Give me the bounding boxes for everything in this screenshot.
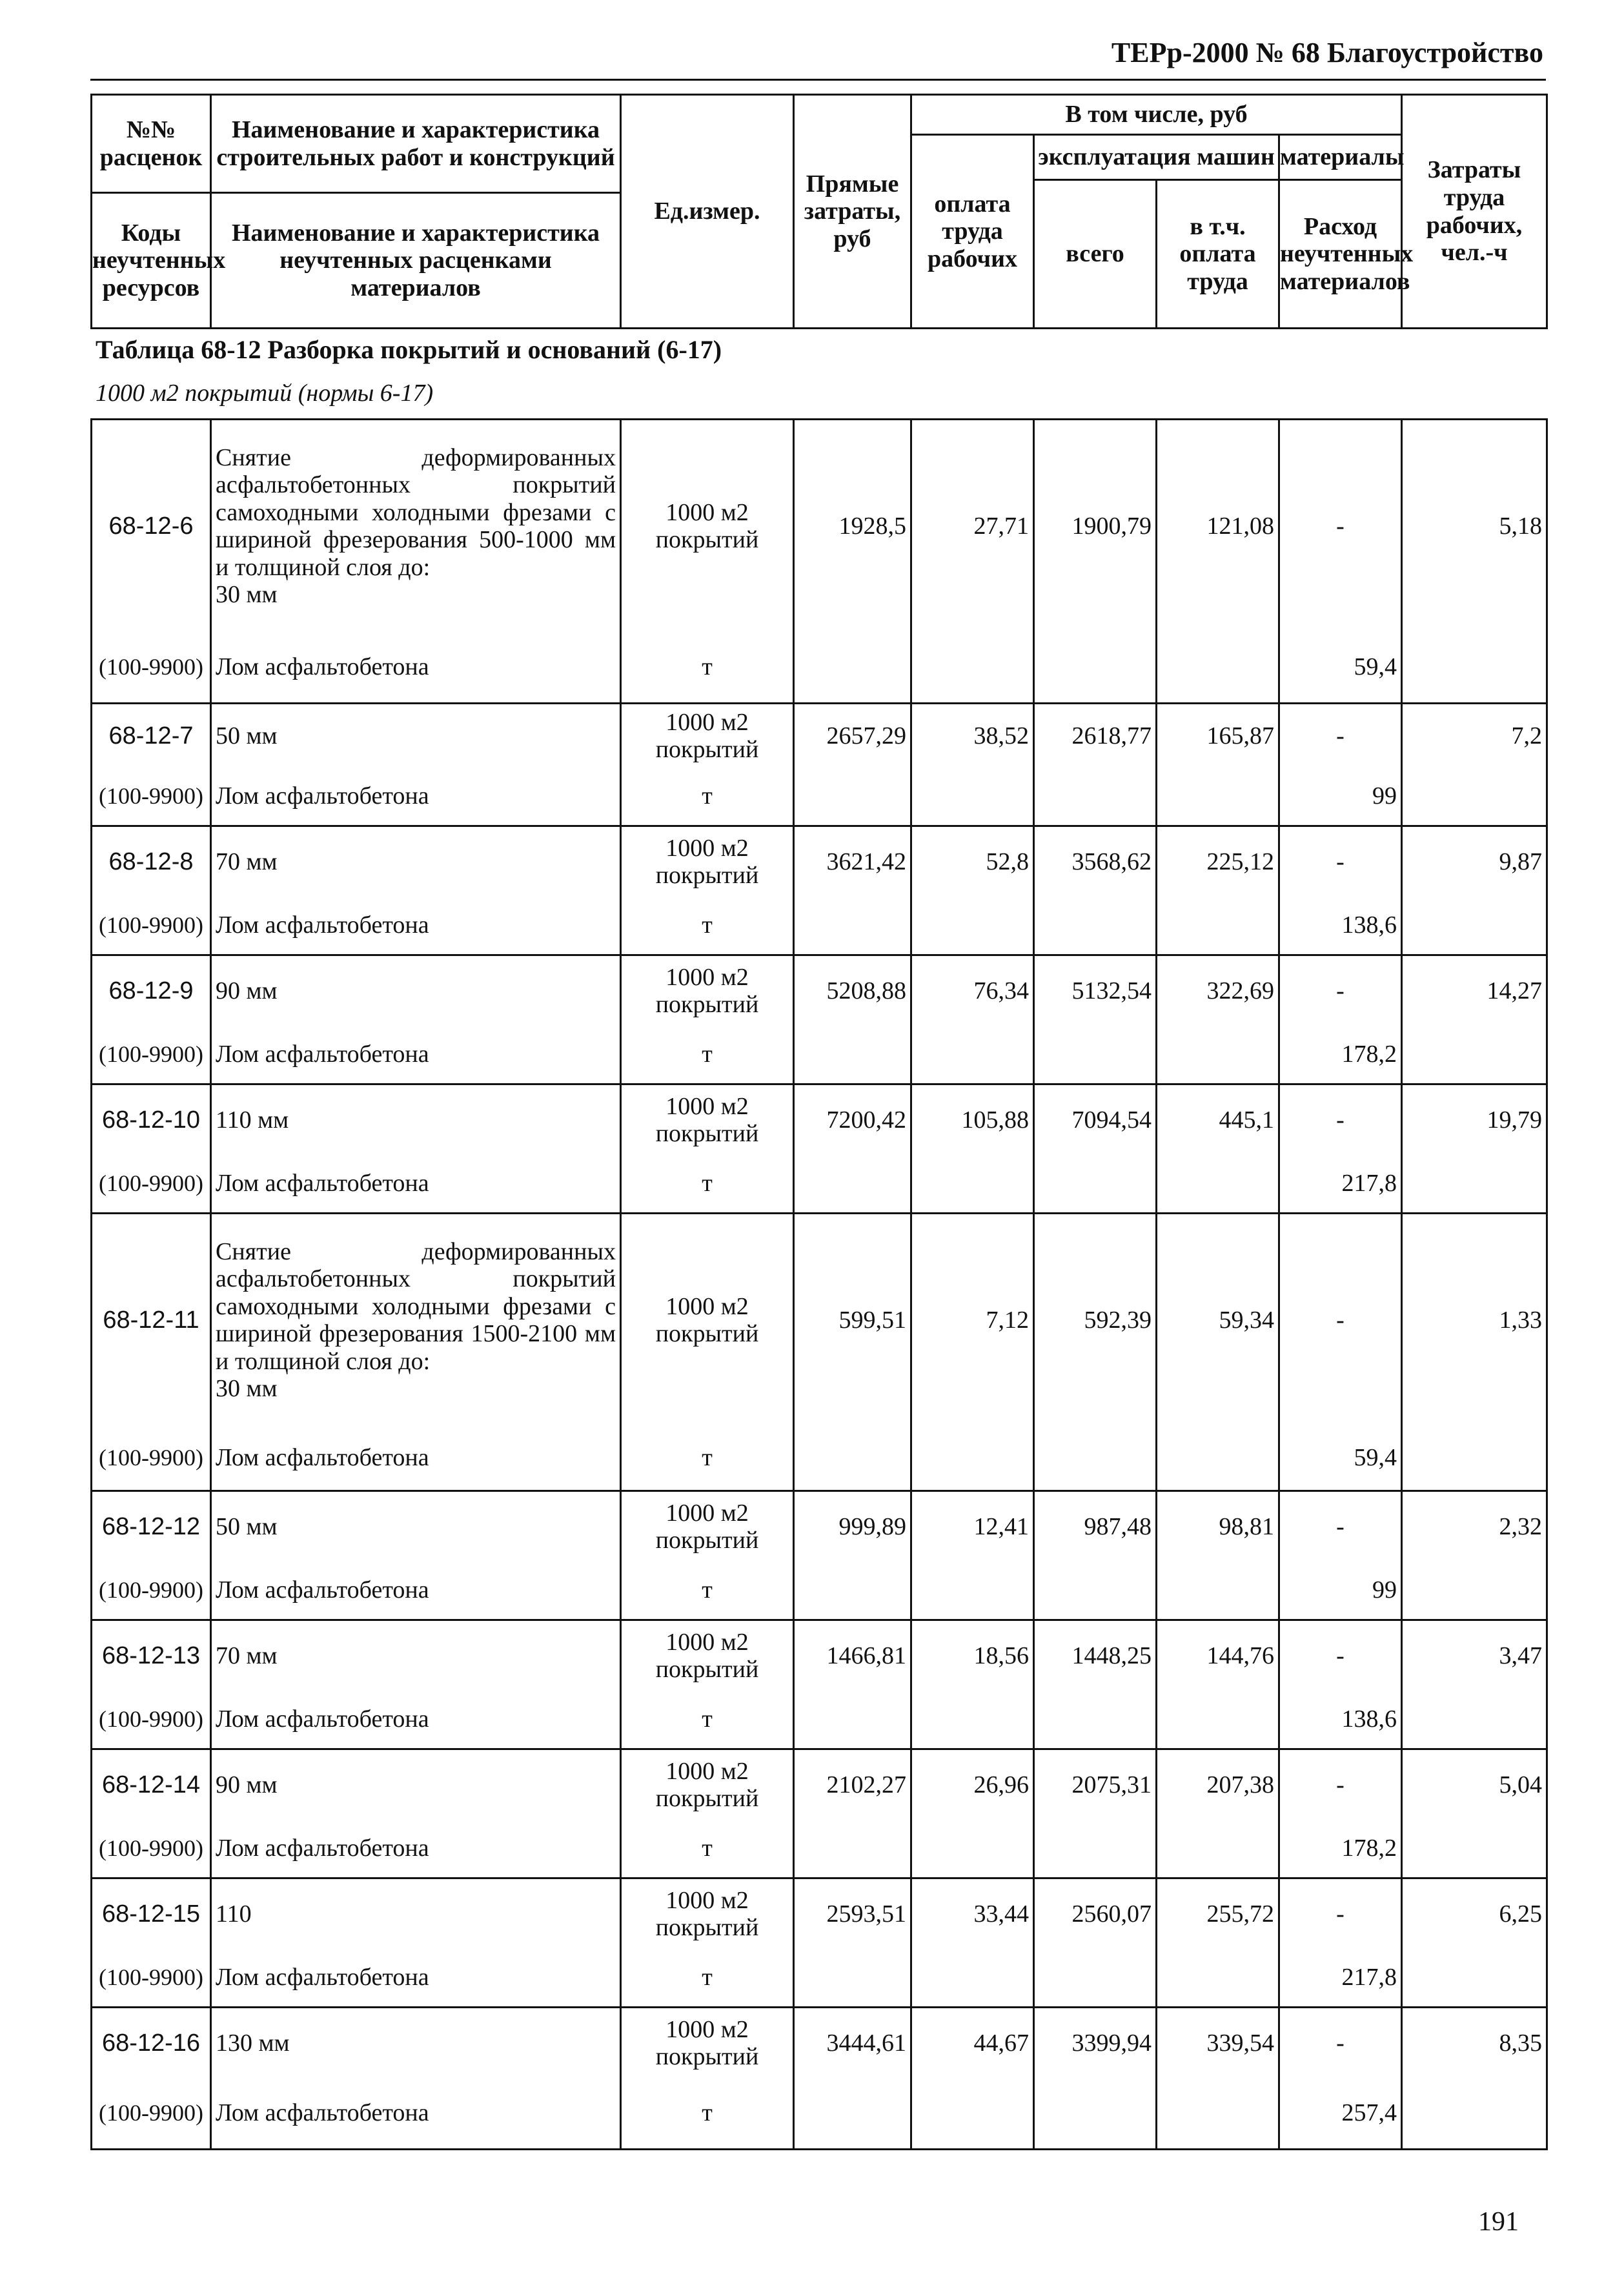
empty-cell xyxy=(1157,897,1279,955)
work-name-tail: 30 мм xyxy=(216,1375,278,1403)
labor-costs: 3,47 xyxy=(1402,1620,1547,1691)
empty-cell xyxy=(794,1949,911,2008)
rate-code: 68-12-15 xyxy=(92,1878,211,1949)
machines-total: 1448,25 xyxy=(1034,1620,1157,1691)
header-materials-unaccounted: Расход неучтенных материалов xyxy=(1279,180,1402,329)
empty-cell xyxy=(1157,1820,1279,1878)
running-head-text: ТЕРр-2000 № 68 Благоустройство xyxy=(1111,37,1543,68)
machines-wages: 225,12 xyxy=(1157,826,1279,897)
labor-costs: 5,18 xyxy=(1402,420,1547,633)
resource-quantity: 138,6 xyxy=(1279,897,1402,955)
direct-costs: 2593,51 xyxy=(794,1878,911,1949)
resource-unit: т xyxy=(621,1562,794,1620)
resource-quantity: 217,8 xyxy=(1279,1949,1402,2008)
rate-code: 68-12-12 xyxy=(92,1491,211,1562)
resource-code: (100-9900) xyxy=(92,1820,211,1878)
wages: 105,88 xyxy=(911,1084,1034,1155)
rate-code: 68-12-6 xyxy=(92,420,211,633)
machines-wages: 339,54 xyxy=(1157,2008,1279,2079)
table-row xyxy=(92,1491,1547,1562)
resource-code: (100-9900) xyxy=(92,1155,211,1214)
rate-code: 68-12-9 xyxy=(92,955,211,1026)
table-caption: Таблица 68-12 Разборка покрытий и оснований (6-17) xyxy=(96,335,722,364)
labor-costs: 2,32 xyxy=(1402,1491,1547,1562)
empty-cell xyxy=(1157,1691,1279,1749)
materials-value: - xyxy=(1279,420,1402,633)
empty-cell xyxy=(794,1427,911,1491)
work-name xyxy=(211,826,621,897)
work-name-text: 50 мм xyxy=(216,1512,278,1540)
resource-code: (100-9900) xyxy=(92,1691,211,1749)
header-machines-total: всего xyxy=(1034,180,1157,329)
machines-total: 987,48 xyxy=(1034,1491,1157,1562)
resource-code: (100-9900) xyxy=(92,633,211,704)
empty-cell xyxy=(1157,1155,1279,1214)
resource-code: (100-9900) xyxy=(92,1949,211,2008)
empty-cell xyxy=(1034,2079,1157,2150)
materials-value: - xyxy=(1279,1878,1402,1949)
resource-name: Лом асфальтобетона xyxy=(211,1949,621,2008)
machines-wages: 144,76 xyxy=(1157,1620,1279,1691)
work-name xyxy=(211,704,621,768)
machines-wages: 121,08 xyxy=(1157,420,1279,633)
empty-cell xyxy=(794,1691,911,1749)
table-row xyxy=(92,2008,1547,2079)
machines-total: 7094,54 xyxy=(1034,1084,1157,1155)
resource-name: Лом асфальтобетона xyxy=(211,1820,621,1878)
unit: 1000 м2 покрытий xyxy=(621,1491,794,1562)
empty-cell xyxy=(1402,897,1547,955)
labor-costs: 7,2 xyxy=(1402,704,1547,768)
table-row xyxy=(92,1214,1547,1427)
unit: 1000 м2 покрытий xyxy=(621,1214,794,1427)
machines-total: 1900,79 xyxy=(1034,420,1157,633)
empty-cell xyxy=(794,1562,911,1620)
rate-code: 68-12-13 xyxy=(92,1620,211,1691)
labor-costs: 6,25 xyxy=(1402,1878,1547,1949)
work-name xyxy=(211,1878,621,1949)
empty-cell xyxy=(794,1026,911,1084)
machines-total: 3568,62 xyxy=(1034,826,1157,897)
machines-total: 2075,31 xyxy=(1034,1749,1157,1820)
resource-quantity: 178,2 xyxy=(1279,1820,1402,1878)
resource-quantity: 138,6 xyxy=(1279,1691,1402,1749)
work-name-tail: 30 мм xyxy=(216,581,278,609)
work-name xyxy=(211,1620,621,1691)
machines-wages: 165,87 xyxy=(1157,704,1279,768)
resource-code: (100-9900) xyxy=(92,1427,211,1491)
labor-costs: 5,04 xyxy=(1402,1749,1547,1820)
resource-code: (100-9900) xyxy=(92,2079,211,2150)
wages: 33,44 xyxy=(911,1878,1034,1949)
resource-name: Лом асфальтобетона xyxy=(211,1691,621,1749)
direct-costs: 2657,29 xyxy=(794,704,911,768)
resource-name: Лом асфальтобетона xyxy=(211,1026,621,1084)
empty-cell xyxy=(911,1820,1034,1878)
rate-code: 68-12-16 xyxy=(92,2008,211,2079)
unit: 1000 м2 покрытий xyxy=(621,826,794,897)
machines-wages: 59,34 xyxy=(1157,1214,1279,1427)
resource-row xyxy=(92,633,1547,704)
work-name-text: 70 мм xyxy=(216,1642,278,1669)
wages: 12,41 xyxy=(911,1491,1034,1562)
empty-cell xyxy=(911,1155,1034,1214)
materials-value: - xyxy=(1279,1749,1402,1820)
resource-row xyxy=(92,2079,1547,2150)
resource-code: (100-9900) xyxy=(92,768,211,826)
work-name xyxy=(211,2008,621,2079)
resource-row xyxy=(92,1427,1547,1491)
empty-cell xyxy=(1402,1691,1547,1749)
rate-code: 68-12-10 xyxy=(92,1084,211,1155)
table-row xyxy=(92,955,1547,1026)
machines-total: 2618,77 xyxy=(1034,704,1157,768)
empty-cell xyxy=(1157,1949,1279,2008)
table-row xyxy=(92,1084,1547,1155)
machines-total: 3399,94 xyxy=(1034,2008,1157,2079)
rate-code: 68-12-14 xyxy=(92,1749,211,1820)
header-name-bottom: Наименование и характеристика неучтенных расценками материалов xyxy=(211,193,621,329)
header-codes-top: №№ расценок xyxy=(92,95,211,193)
machines-wages: 322,69 xyxy=(1157,955,1279,1026)
resource-unit: т xyxy=(621,1691,794,1749)
labor-costs: 19,79 xyxy=(1402,1084,1547,1155)
empty-cell xyxy=(911,897,1034,955)
empty-cell xyxy=(1157,768,1279,826)
resource-unit: т xyxy=(621,633,794,704)
resource-name: Лом асфальтобетона xyxy=(211,1155,621,1214)
table-row xyxy=(92,826,1547,897)
header-name-top: Наименование и характеристика строительных работ и конструкций xyxy=(211,95,621,193)
unit: 1000 м2 покрытий xyxy=(621,420,794,633)
direct-costs: 999,89 xyxy=(794,1491,911,1562)
empty-cell xyxy=(794,633,911,704)
materials-value: - xyxy=(1279,704,1402,768)
resource-quantity: 99 xyxy=(1279,768,1402,826)
empty-cell xyxy=(1402,633,1547,704)
empty-cell xyxy=(794,1820,911,1878)
empty-cell xyxy=(794,1155,911,1214)
wages: 7,12 xyxy=(911,1214,1034,1427)
running-head xyxy=(90,34,1546,81)
machines-wages: 207,38 xyxy=(1157,1749,1279,1820)
labor-costs: 9,87 xyxy=(1402,826,1547,897)
work-name xyxy=(211,1749,621,1820)
work-name-text: 110 мм xyxy=(216,1106,289,1134)
rate-code: 68-12-11 xyxy=(92,1214,211,1427)
unit: 1000 м2 покрытий xyxy=(621,1620,794,1691)
empty-cell xyxy=(911,1562,1034,1620)
resource-row xyxy=(92,897,1547,955)
labor-costs: 8,35 xyxy=(1402,2008,1547,2079)
materials-value: - xyxy=(1279,955,1402,1026)
machines-total: 5132,54 xyxy=(1034,955,1157,1026)
unit: 1000 м2 покрытий xyxy=(621,704,794,768)
empty-cell xyxy=(794,768,911,826)
resource-unit: т xyxy=(621,1155,794,1214)
wages: 52,8 xyxy=(911,826,1034,897)
empty-cell xyxy=(1034,1820,1157,1878)
empty-cell xyxy=(911,633,1034,704)
empty-cell xyxy=(911,1949,1034,2008)
empty-cell xyxy=(1034,897,1157,955)
rate-code: 68-12-7 xyxy=(92,704,211,768)
empty-cell xyxy=(1402,1155,1547,1214)
header-machines-wages: в т.ч. оплата труда xyxy=(1157,180,1279,329)
header-including-group: В том числе, руб xyxy=(911,95,1402,135)
empty-cell xyxy=(911,768,1034,826)
empty-cell xyxy=(1034,1026,1157,1084)
wages: 76,34 xyxy=(911,955,1034,1026)
labor-costs: 1,33 xyxy=(1402,1214,1547,1427)
column-header-table xyxy=(90,94,1548,329)
direct-costs: 2102,27 xyxy=(794,1749,911,1820)
header-codes-bottom: Коды неучтенных ресурсов xyxy=(92,193,211,329)
table-row xyxy=(92,420,1547,633)
resource-unit: т xyxy=(621,897,794,955)
wages: 38,52 xyxy=(911,704,1034,768)
empty-cell xyxy=(911,1026,1034,1084)
wages: 44,67 xyxy=(911,2008,1034,2079)
materials-value: - xyxy=(1279,826,1402,897)
empty-cell xyxy=(911,2079,1034,2150)
header-wages: оплата труда рабочих xyxy=(911,135,1034,329)
direct-costs: 7200,42 xyxy=(794,1084,911,1155)
empty-cell xyxy=(1402,1562,1547,1620)
resource-name: Лом асфальтобетона xyxy=(211,897,621,955)
resource-quantity: 59,4 xyxy=(1279,1427,1402,1491)
work-name xyxy=(211,1491,621,1562)
work-name-text: 50 мм xyxy=(216,722,278,749)
wages: 27,71 xyxy=(911,420,1034,633)
header-labor-costs: Затраты труда рабочих, чел.-ч xyxy=(1402,95,1547,329)
work-name-text: 90 мм xyxy=(216,977,278,1004)
empty-cell xyxy=(1402,1820,1547,1878)
empty-cell xyxy=(794,2079,911,2150)
empty-cell xyxy=(911,1427,1034,1491)
work-name-text: 70 мм xyxy=(216,848,278,875)
resource-quantity: 178,2 xyxy=(1279,1026,1402,1084)
table-row xyxy=(92,704,1547,768)
empty-cell xyxy=(1402,1427,1547,1491)
empty-cell xyxy=(1157,2079,1279,2150)
unit: 1000 м2 покрытий xyxy=(621,955,794,1026)
empty-cell xyxy=(1402,1026,1547,1084)
machines-total: 592,39 xyxy=(1034,1214,1157,1427)
materials-value: - xyxy=(1279,1214,1402,1427)
unit: 1000 м2 покрытий xyxy=(621,1084,794,1155)
resource-code: (100-9900) xyxy=(92,1562,211,1620)
resource-name: Лом асфальтобетона xyxy=(211,1562,621,1620)
resource-name: Лом асфальтобетона xyxy=(211,768,621,826)
materials-value: - xyxy=(1279,2008,1402,2079)
resource-row xyxy=(92,1026,1547,1084)
machines-wages: 98,81 xyxy=(1157,1491,1279,1562)
materials-value: - xyxy=(1279,1620,1402,1691)
resource-code: (100-9900) xyxy=(92,897,211,955)
empty-cell xyxy=(1034,768,1157,826)
resource-quantity: 99 xyxy=(1279,1562,1402,1620)
rate-code: 68-12-8 xyxy=(92,826,211,897)
table-row xyxy=(92,1749,1547,1820)
empty-cell xyxy=(1402,768,1547,826)
empty-cell xyxy=(1402,2079,1547,2150)
table-row xyxy=(92,1620,1547,1691)
empty-cell xyxy=(1034,633,1157,704)
header-machines-group: эксплуатация машин xyxy=(1034,135,1279,180)
machines-wages: 255,72 xyxy=(1157,1878,1279,1949)
unit: 1000 м2 покрытий xyxy=(621,2008,794,2079)
resource-unit: т xyxy=(621,768,794,826)
empty-cell xyxy=(1157,1427,1279,1491)
machines-total: 2560,07 xyxy=(1034,1878,1157,1949)
direct-costs: 1928,5 xyxy=(794,420,911,633)
direct-costs: 5208,88 xyxy=(794,955,911,1026)
empty-cell xyxy=(1034,1949,1157,2008)
page-number: 191 xyxy=(1478,2207,1519,2237)
price-table xyxy=(90,418,1548,2150)
direct-costs: 599,51 xyxy=(794,1214,911,1427)
resource-code: (100-9900) xyxy=(92,1026,211,1084)
work-name-text: 110 xyxy=(216,1900,252,1928)
work-name-text: 90 мм xyxy=(216,1771,278,1798)
unit: 1000 м2 покрытий xyxy=(621,1878,794,1949)
resource-unit: т xyxy=(621,2079,794,2150)
work-name xyxy=(211,1084,621,1155)
empty-cell xyxy=(794,897,911,955)
resource-row xyxy=(92,1949,1547,2008)
work-name xyxy=(211,1214,621,1427)
machines-wages: 445,1 xyxy=(1157,1084,1279,1155)
resource-unit: т xyxy=(621,1427,794,1491)
direct-costs: 1466,81 xyxy=(794,1620,911,1691)
resource-name: Лом асфальтобетона xyxy=(211,633,621,704)
direct-costs: 3621,42 xyxy=(794,826,911,897)
labor-costs: 14,27 xyxy=(1402,955,1547,1026)
empty-cell xyxy=(1157,1026,1279,1084)
resource-quantity: 217,8 xyxy=(1279,1155,1402,1214)
resource-unit: т xyxy=(621,1026,794,1084)
empty-cell xyxy=(1034,1155,1157,1214)
direct-costs: 3444,61 xyxy=(794,2008,911,2079)
resource-row xyxy=(92,768,1547,826)
materials-value: - xyxy=(1279,1491,1402,1562)
empty-cell xyxy=(1034,1562,1157,1620)
empty-cell xyxy=(1157,1562,1279,1620)
empty-cell xyxy=(1034,1691,1157,1749)
resource-name: Лом асфальтобетона xyxy=(211,1427,621,1491)
work-name xyxy=(211,420,621,633)
work-name-text: 130 мм xyxy=(216,2029,290,2057)
work-name-text: Снятие деформированных асфальтобетонных покрытий самоходными холодными фрезами с шириной фрезерования 1500-2100 мм и толщиной слоя до: xyxy=(216,1237,616,1375)
empty-cell xyxy=(911,1691,1034,1749)
wages: 26,96 xyxy=(911,1749,1034,1820)
resource-name: Лом асфальтобетона xyxy=(211,2079,621,2150)
resource-row xyxy=(92,1691,1547,1749)
resource-quantity: 59,4 xyxy=(1279,633,1402,704)
work-name xyxy=(211,955,621,1026)
empty-cell xyxy=(1157,633,1279,704)
materials-value: - xyxy=(1279,1084,1402,1155)
resource-row xyxy=(92,1155,1547,1214)
header-unit: Ед.измер. xyxy=(621,95,794,329)
resource-quantity: 257,4 xyxy=(1279,2079,1402,2150)
resource-unit: т xyxy=(621,1820,794,1878)
unit: 1000 м2 покрытий xyxy=(621,1749,794,1820)
header-materials-group: материалы xyxy=(1279,135,1402,180)
table-subcaption: 1000 м2 покрытий (нормы 6-17) xyxy=(96,380,434,407)
table-row xyxy=(92,1878,1547,1949)
empty-cell xyxy=(1034,1427,1157,1491)
empty-cell xyxy=(1402,1949,1547,2008)
resource-row xyxy=(92,1820,1547,1878)
resource-row xyxy=(92,1562,1547,1620)
wages: 18,56 xyxy=(911,1620,1034,1691)
header-direct-costs: Прямые затраты, руб xyxy=(794,95,911,329)
resource-unit: т xyxy=(621,1949,794,2008)
work-name-text: Снятие деформированных асфальтобетонных покрытий самоходными холодными фрезами с шириной фрезерования 500-1000 мм и толщиной слоя до: xyxy=(216,443,616,581)
